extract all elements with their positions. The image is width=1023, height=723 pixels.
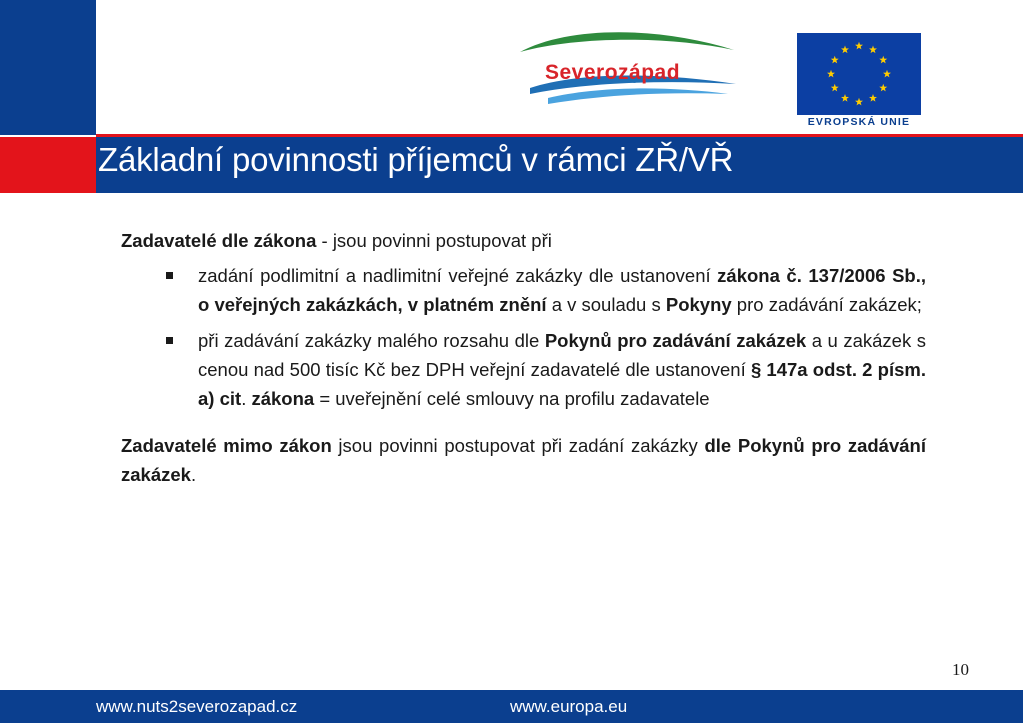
list-item bbox=[166, 261, 926, 319]
footer-link-severozapad[interactable]: www.nuts2severozapad.cz bbox=[96, 697, 298, 716]
eu-flag-icon bbox=[797, 33, 921, 115]
bullet2-text-1: při zadávání zakázky malého rozsahu dle bbox=[198, 330, 545, 351]
logo-green-arc bbox=[520, 32, 734, 52]
page-number: 10 bbox=[952, 660, 969, 679]
footer-link-europa[interactable]: www.europa.eu bbox=[510, 697, 628, 716]
bullet1-bold-1: zákona č. 137/2006 Sb., o veřejných zakázkách, v platném znění bbox=[198, 265, 926, 315]
bullet-square-icon bbox=[166, 337, 173, 344]
bullet2-text-3: . bbox=[241, 388, 252, 409]
outro-bold: Zadavatelé mimo zákon bbox=[121, 435, 332, 456]
bullet2-text-2: a u zakázek s cenou nad 500 tisíc Kč bez DPH veřejní zadavatelé dle ustanovení bbox=[198, 330, 926, 380]
outro-paragraph bbox=[121, 431, 926, 489]
list-item bbox=[166, 326, 926, 413]
left-accent-bar bbox=[0, 0, 96, 135]
bullet1-text-1: zadání podlimitní a nadlimitní veřejné zakázky dle ustanovení bbox=[198, 265, 718, 286]
bullet1-text-2: a v souladu s bbox=[546, 294, 666, 315]
bullet1-bold-2: Pokyny bbox=[665, 294, 732, 315]
bullet-square-icon bbox=[166, 272, 173, 279]
bullet1-text-3: pro zadávání zakázek; bbox=[731, 294, 922, 315]
left-red-block bbox=[0, 137, 96, 193]
eu-label: EVROPSKÁ UNIE bbox=[807, 116, 911, 128]
intro-text: - jsou povinni postupovat při bbox=[316, 230, 552, 251]
bullet2-text-4: = uveřejnění celé smlouvy na profilu zadavatele bbox=[314, 388, 710, 409]
slide-content bbox=[121, 226, 926, 489]
slide-title: Základní povinnosti příjemců v rámci ZŘ/VŘ bbox=[98, 141, 734, 178]
outro-end: . bbox=[190, 464, 197, 485]
intro-bold: Zadavatelé dle zákona bbox=[121, 230, 317, 251]
bullet2-bold-2: § 147a odst. 2 písm. a) cit bbox=[198, 359, 926, 409]
intro-paragraph bbox=[121, 226, 926, 255]
bullet-list bbox=[166, 261, 926, 413]
outro-bold-2: dle Pokynů pro zadávání zakázek bbox=[121, 435, 926, 485]
logo-blue-wave-2 bbox=[548, 88, 728, 104]
bullet2-bold-1: Pokynů pro zadávání zakázek bbox=[544, 330, 807, 351]
bullet2-bold-3: zákona bbox=[251, 388, 315, 409]
outro-text: jsou povinni postupovat při zadání zakázky bbox=[331, 435, 705, 456]
severozapad-logo-text: Severozápad bbox=[545, 61, 681, 84]
